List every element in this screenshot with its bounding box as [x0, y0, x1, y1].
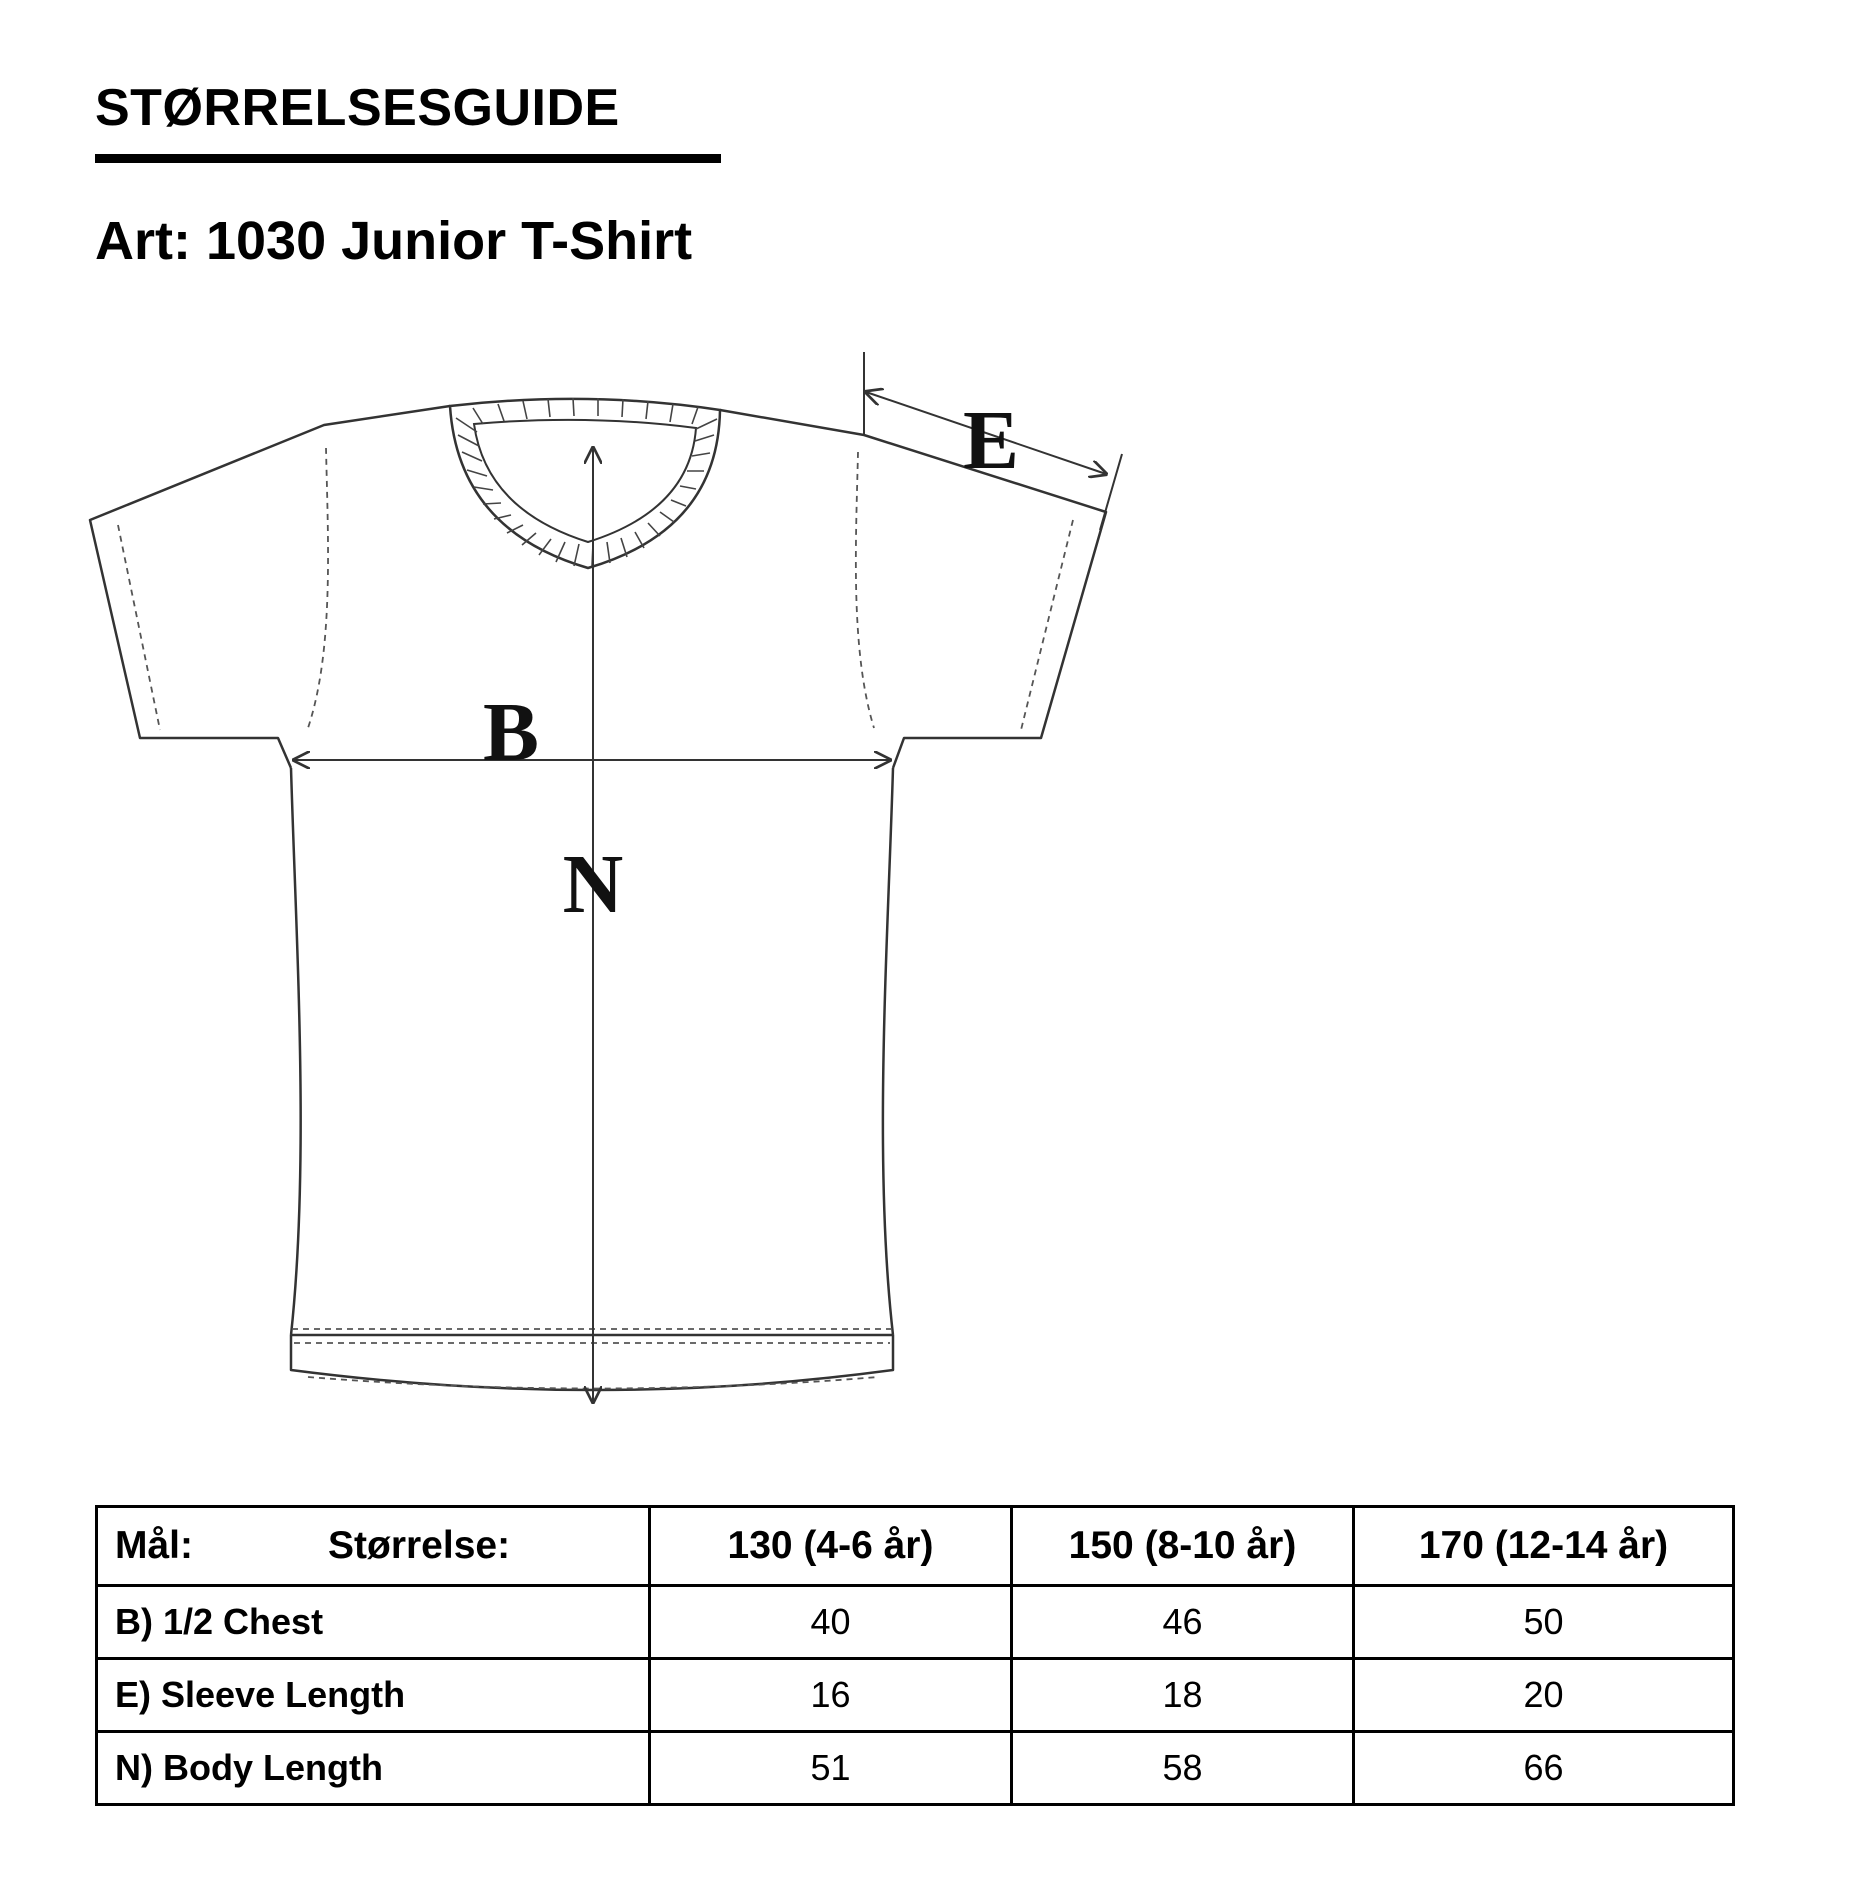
- table-cell: 51: [650, 1732, 1012, 1805]
- table-cell: 40: [650, 1586, 1012, 1659]
- label-n: N: [562, 838, 624, 931]
- table-cell: 20: [1354, 1659, 1734, 1732]
- collar: [450, 398, 720, 568]
- tshirt-diagram: [78, 320, 1188, 1460]
- page-title: STØRRELSESGUIDE: [95, 79, 620, 137]
- table-cell: 66: [1354, 1732, 1734, 1805]
- table-row: [97, 1732, 1734, 1805]
- size-label: Størrelse:: [328, 1524, 511, 1567]
- size-table: [95, 1505, 1735, 1806]
- title-underline: [95, 154, 721, 163]
- table-cell: 18: [1012, 1659, 1354, 1732]
- table-cell: 46: [1012, 1586, 1354, 1659]
- label-e: E: [962, 394, 1020, 487]
- size-header-130: 130 (4-6 år): [650, 1507, 1012, 1586]
- table-header-row: [97, 1507, 1734, 1586]
- row-label: N) Body Length: [97, 1732, 650, 1805]
- table-cell: 58: [1012, 1732, 1354, 1805]
- table-cell: 50: [1354, 1586, 1734, 1659]
- article-title: Art: 1030 Junior T-Shirt: [95, 211, 693, 271]
- table-row: [97, 1659, 1734, 1732]
- size-header-150: 150 (8-10 år): [1012, 1507, 1354, 1586]
- size-header-170: 170 (12-14 år): [1354, 1507, 1734, 1586]
- table-row: [97, 1586, 1734, 1659]
- row-label: B) 1/2 Chest: [97, 1586, 650, 1659]
- table-cell: 16: [650, 1659, 1012, 1732]
- header-cell-label: [97, 1507, 650, 1586]
- row-label: E) Sleeve Length: [97, 1659, 650, 1732]
- label-b: B: [482, 686, 540, 779]
- measure-label: Mål:: [115, 1524, 193, 1567]
